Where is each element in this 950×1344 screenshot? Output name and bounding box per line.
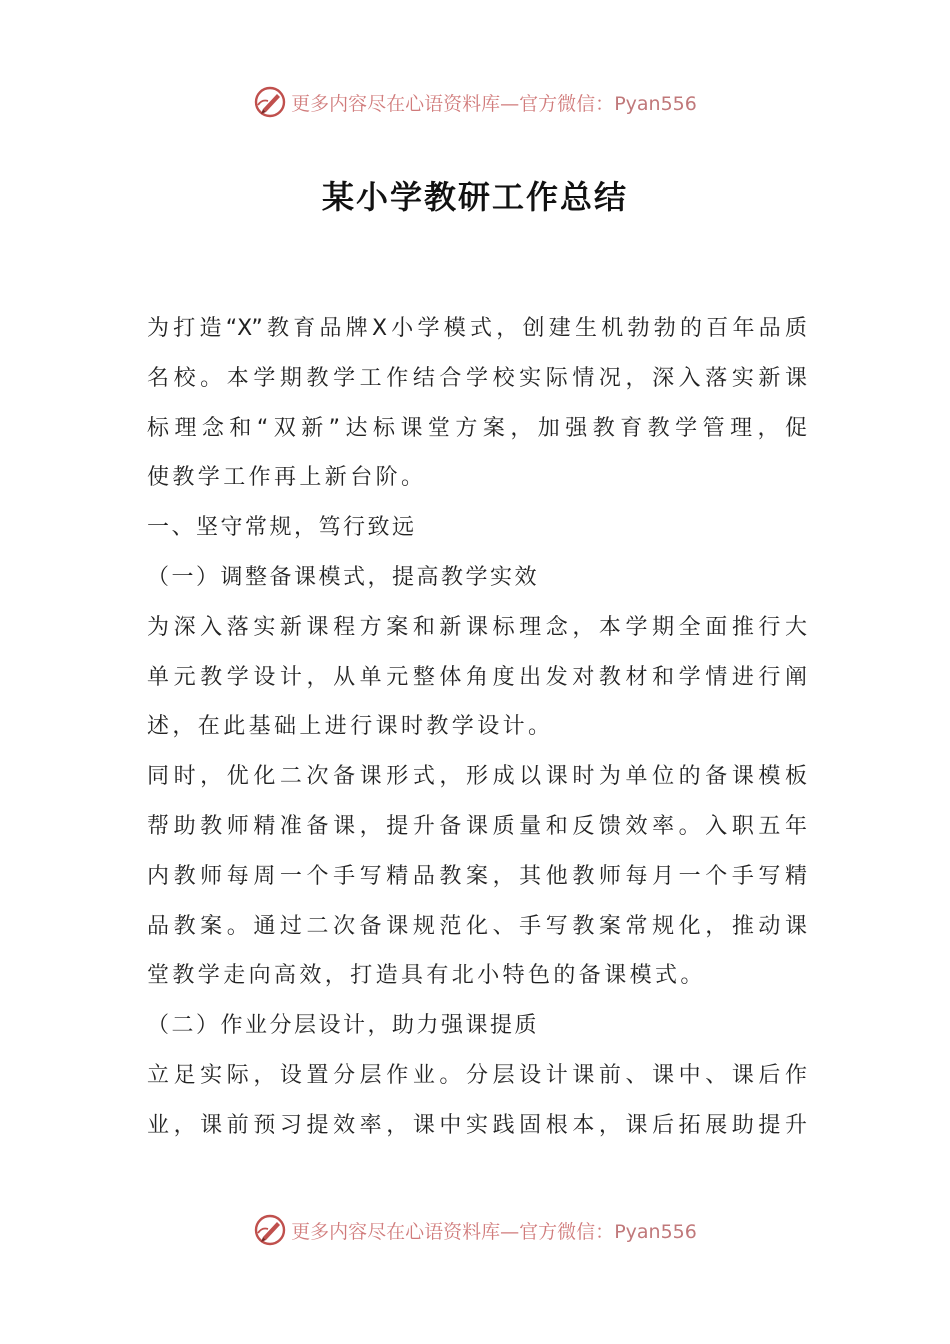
body-line: 内教师每周一个手写精品教案，其他教师每月一个手写精 (147, 863, 807, 889)
subsection-heading: （二）作业分层设计，助力强课提质 (147, 1013, 540, 1039)
body-line: 标理念和“双新”达标课堂方案，加强教育教学管理，促 (147, 415, 807, 441)
pen-logo-icon (253, 85, 287, 119)
watermark-banner-bottom (0, 1210, 950, 1250)
body-line: 为深入落实新课程方案和新课标理念，本学期全面推行大 (147, 614, 807, 640)
section-heading: 一、坚守常规，笃行致远 (147, 515, 417, 541)
banner-site-text: 更多内容尽在心语资料库— (291, 92, 520, 115)
body-line: 使教学工作再上新台阶。 (147, 465, 427, 491)
banner-site-text: 更多内容尽在心语资料库— (291, 1220, 520, 1243)
pen-logo-icon (253, 1213, 287, 1247)
body-line: 名校。本学期教学工作结合学校实际情况，深入落实新课 (147, 365, 807, 391)
subsection-heading: （一）调整备课模式，提高教学实效 (147, 564, 540, 590)
body-line: 堂教学走向高效，打造具有北小特色的备课模式。 (147, 963, 706, 989)
banner-text (291, 89, 697, 116)
body-line: 立足实际，设置分层作业。分层设计课前、课中、课后作 (147, 1062, 807, 1088)
body-line: 为打造“X”教育品牌X小学模式，创建生机勃勃的百年品质 (147, 316, 807, 341)
body-line: 单元教学设计，从单元整体角度出发对教材和学情进行阐 (147, 664, 807, 690)
document-body (147, 304, 807, 1151)
banner-wechat-label: 官方微信： (519, 92, 615, 115)
body-line: 同时，优化二次备课形式，形成以课时为单位的备课模板 (147, 764, 807, 790)
banner-wechat-id: Pyan556 (614, 92, 697, 115)
body-line: 帮助教师精准备课，提升备课质量和反馈效率。入职五年 (147, 813, 807, 839)
body-line: 业，课前预习提效率，课中实践固根本，课后拓展助提升 (147, 1112, 807, 1138)
watermark-banner-top (0, 82, 950, 122)
banner-text (291, 1217, 697, 1244)
body-line: 品教案。通过二次备课规范化、手写教案常规化，推动课 (147, 913, 807, 939)
body-line: 述，在此基础上进行课时教学设计。 (147, 714, 554, 740)
banner-wechat-id: Pyan556 (614, 1220, 697, 1243)
document-title: 某小学教研工作总结 (321, 178, 628, 216)
banner-wechat-label: 官方微信： (519, 1220, 615, 1243)
